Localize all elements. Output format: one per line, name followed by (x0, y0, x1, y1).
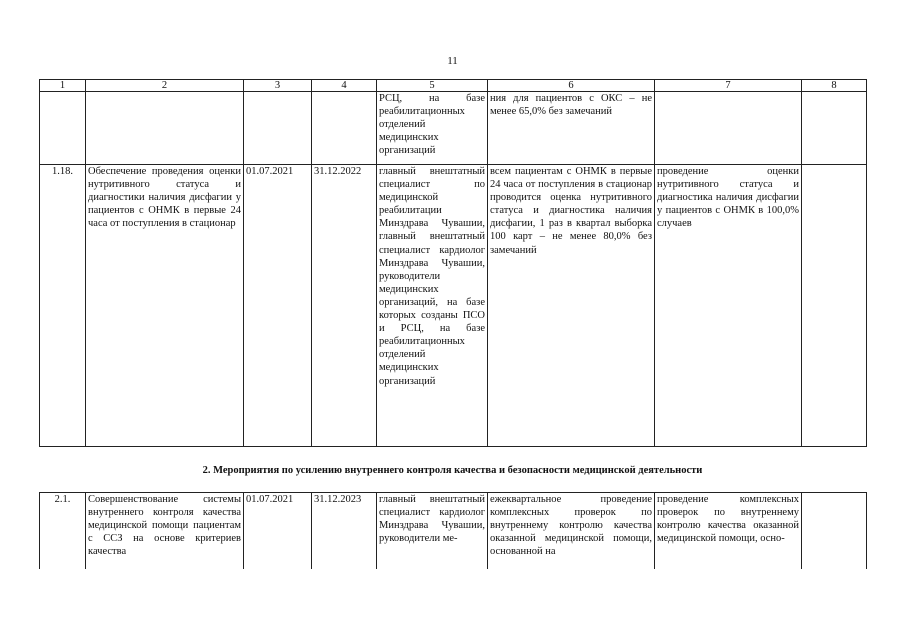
column-number: 1 (40, 80, 86, 92)
table-row (40, 92, 867, 165)
note-cell (802, 92, 867, 165)
column-number: 4 (312, 80, 377, 92)
column-number: 6 (488, 80, 655, 92)
end-date-cell (312, 92, 377, 165)
responsible-cell: РСЦ, на базе реабилитационных отделений медицинских организаций (377, 92, 488, 165)
column-number: 7 (655, 80, 802, 92)
indicator-cell: всем пациентам с ОНМК в первые 24 часа от поступления в стационар проводится оценка нутритивного статуса и диагностика наличия дисфагии, 1 раз в квартал выборка 100 карт – не менее 80,0% без замечаний (488, 165, 655, 447)
column-number: 8 (802, 80, 867, 92)
section-heading: 2. Мероприятия по усилению внутреннего контроля качества и безопасности медицинской деятельности (202, 465, 703, 476)
note-cell (802, 493, 867, 569)
result-cell (655, 92, 802, 165)
start-date-cell: 01.07.2021 (244, 165, 312, 447)
indicator-cell: ния для пациентов с ОКС – не менее 65,0% без замечаний (488, 92, 655, 165)
measure-cell (86, 92, 244, 165)
end-date-cell: 31.12.2022 (312, 165, 377, 447)
column-number: 5 (377, 80, 488, 92)
row-number-cell (40, 92, 86, 165)
measure-cell: Совершенствование системы внутреннего контроля качества медицинской помощи пациентам с ССЗ на основе критериев качества (86, 493, 244, 569)
measure-cell: Обеспечение проведения оценки нутритивного статуса и диагностики наличия дисфагии у пациентов с ОНМК в первые 24 часа от поступления в стационар (86, 165, 244, 447)
table-row (40, 493, 867, 569)
note-cell (802, 165, 867, 447)
column-number: 2 (86, 80, 244, 92)
measures-table (39, 79, 867, 447)
start-date-cell (244, 92, 312, 165)
responsible-cell: главный внештатный специалист по медицинской реабилитации Минздрава Чувашии, главный внештатный специалист кардиолог Минздрава Чувашии, руководители медицинских организаций, на базе которых созданы ПСО и РСЦ, на базе реабилитационных отделений медицинских организаций (377, 165, 488, 447)
start-date-cell: 01.07.2021 (244, 493, 312, 569)
indicator-cell: ежеквартальное проведение комплексных проверок по внутреннему контролю качества оказанной медицинской помощи, основанной на (488, 493, 655, 569)
measures-table-continued (39, 492, 867, 569)
column-number-row (40, 80, 867, 92)
row-number-cell: 1.18. (40, 165, 86, 447)
result-cell: проведение комплексных проверок по внутреннему контролю качества оказанной медицинской помощи, осно- (655, 493, 802, 569)
table-row (40, 165, 867, 447)
page-number: 11 (447, 55, 458, 67)
result-cell: проведение оценки нутритивного статуса и диагностика наличия дисфагии у пациентов с ОНМК в 100,0% случаев (655, 165, 802, 447)
responsible-cell: главный внештатный специалист кардиолог Минздрава Чувашии, руководители ме- (377, 493, 488, 569)
row-number-cell: 2.1. (40, 493, 86, 569)
column-number: 3 (244, 80, 312, 92)
end-date-cell: 31.12.2023 (312, 493, 377, 569)
